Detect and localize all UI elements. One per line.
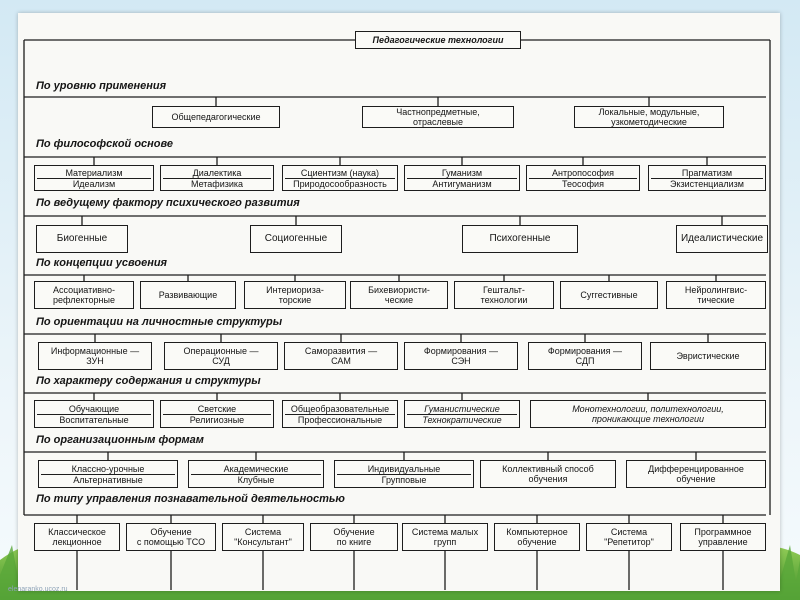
node-3-2-text-0: Интериориза- (266, 285, 324, 295)
node-6-2-text-0: Индивидуальные (367, 463, 441, 474)
node-2-3 (676, 225, 768, 253)
node-1-2-text-0: Сциентизм (наука) (300, 167, 380, 178)
node-3-2-text-1: торские (278, 295, 312, 305)
node-1-0-text-0: Материализм (65, 167, 123, 178)
section-title-6: По характеру содержания и структуры (36, 375, 261, 387)
node-5-4-text-0: Монотехнологии, политехнологии, (572, 404, 724, 414)
node-4-1-text-0: Операционные — (183, 346, 259, 356)
watermark: elenaranko.ucoz.ru (8, 586, 68, 593)
node-2-0 (36, 225, 128, 253)
node-6-4-text-0: Дифференцированное (648, 464, 744, 474)
node-1-5-text-1: Экзистенциализм (651, 178, 763, 189)
node-5-0-text-1: Воспитательные (37, 414, 151, 425)
node-7-4-text-1: групп (433, 537, 457, 547)
node-3-3-text-1: ческие (384, 295, 414, 305)
node-3-4-text-0: Гештальт- (483, 285, 525, 295)
section-title-4: По концепции усвоения (36, 257, 168, 269)
node-1-3-text-1: Антигуманизм (407, 178, 517, 189)
node-3-3 (350, 281, 448, 309)
node-7-7-text-1: управление (698, 537, 748, 547)
node-3-0 (34, 281, 134, 309)
node-1-3-text-0: Гуманизм (441, 167, 483, 178)
node-0-2-text-1: узкометодические (611, 117, 687, 127)
node-7-6-text-1: "Репетитор" (604, 537, 654, 547)
node-3-0-text-0: Ассоциативно- (52, 285, 115, 295)
node-4-0-text-1: ЗУН (86, 356, 104, 366)
node-7-3-text-0: Обучение (333, 527, 375, 537)
node-0-1-text-1: отраслевые (413, 117, 463, 127)
node-3-5-text-0: Суггестивные (580, 290, 638, 300)
node-2-0-text-0: Биогенные (56, 233, 108, 244)
node-7-0-text-1: лекционное (52, 537, 102, 547)
node-4-2-text-0: Саморазвития — (304, 346, 378, 356)
node-6-1 (188, 460, 324, 488)
node-1-5-text-0: Прагматизм (681, 167, 733, 178)
node-7-6-text-0: Система (610, 527, 648, 537)
node-4-5 (650, 342, 766, 370)
section-title-8: По типу управления познавательной деятельностью (36, 493, 345, 505)
node-1-3 (404, 165, 520, 191)
node-4-0-text-0: Информационные — (50, 346, 140, 356)
node-5-1-text-1: Религиозные (163, 414, 271, 425)
section-title-3: По ведущему фактору психического развития (36, 197, 300, 209)
node-5-4 (530, 400, 766, 428)
node-6-0 (38, 460, 178, 488)
node-4-4-text-1: СДП (575, 356, 595, 366)
node-7-4 (402, 523, 488, 551)
node-7-0 (34, 523, 120, 551)
node-4-4-text-0: Формирования — (547, 346, 623, 356)
node-4-3-text-1: СЭН (451, 356, 471, 366)
node-2-2-text-0: Психогенные (489, 233, 551, 244)
node-7-7 (680, 523, 766, 551)
node-6-3-text-1: обучения (528, 474, 568, 484)
node-5-0-text-0: Обучающие (68, 403, 120, 414)
section-title-2: По философской основе (36, 138, 174, 150)
node-5-0 (34, 400, 154, 428)
node-3-1 (140, 281, 236, 309)
node-7-1 (126, 523, 216, 551)
node-4-5-text-0: Эвристические (676, 351, 740, 361)
node-4-2 (284, 342, 398, 370)
node-2-2 (462, 225, 578, 253)
node-5-1 (160, 400, 274, 428)
node-0-0 (152, 106, 280, 128)
node-6-2 (334, 460, 474, 488)
root-node: Педагогические технологии (355, 31, 521, 49)
node-7-5 (494, 523, 580, 551)
node-1-1-text-0: Диалектика (192, 167, 242, 178)
node-1-5 (648, 165, 766, 191)
node-2-1 (250, 225, 342, 253)
node-2-1-text-0: Социогенные (264, 233, 328, 244)
node-3-1-text-0: Развивающие (158, 290, 218, 300)
node-4-2-text-1: САМ (331, 356, 351, 366)
node-1-4-text-1: Теософия (529, 178, 637, 189)
node-6-4-text-1: обучение (676, 474, 716, 484)
node-7-5-text-0: Компьютерное (506, 527, 568, 537)
node-7-1-text-0: Обучение (150, 527, 192, 537)
node-6-3 (480, 460, 616, 488)
node-0-2-text-0: Локальные, модульные, (598, 107, 700, 117)
node-7-2-text-0: Система (244, 527, 282, 537)
node-1-2-text-1: Природосообразность (285, 178, 395, 189)
node-7-3-text-1: по книге (336, 537, 372, 547)
node-5-3-text-1: Технократические (407, 414, 517, 425)
node-1-0-text-1: Идеализм (37, 178, 151, 189)
node-0-0-text-0: Общепедагогические (171, 112, 261, 122)
node-0-1-text-0: Частнопредметные, (396, 107, 480, 117)
node-5-3 (404, 400, 520, 428)
node-6-1-text-1: Клубные (191, 474, 321, 485)
node-3-3-text-0: Бихевиористи- (368, 285, 430, 295)
node-1-1 (160, 165, 274, 191)
node-7-5-text-1: обучение (517, 537, 557, 547)
node-1-1-text-1: Метафизика (163, 178, 271, 189)
node-6-2-text-1: Групповые (337, 474, 471, 485)
node-1-2 (282, 165, 398, 191)
node-6-1-text-0: Академические (223, 463, 289, 474)
node-3-4 (454, 281, 554, 309)
node-5-2-text-0: Общеобразовательные (290, 403, 390, 414)
node-1-4-text-0: Антропософия (552, 167, 614, 178)
node-6-4 (626, 460, 766, 488)
node-5-1-text-0: Светские (197, 403, 237, 414)
section-title-1: По уровню применения (36, 80, 167, 92)
node-4-1-text-1: СУД (212, 356, 230, 366)
section-title-7: По организационным формам (36, 434, 204, 446)
node-7-2-text-1: "Консультант" (234, 537, 292, 547)
node-1-4 (526, 165, 640, 191)
node-3-6-text-0: Нейролингвис- (684, 285, 748, 295)
node-5-4-text-1: проникающие технологии (591, 414, 704, 424)
node-3-4-text-1: технологии (480, 295, 528, 305)
node-7-7-text-0: Программное (694, 527, 752, 537)
node-7-2 (222, 523, 304, 551)
node-7-3 (310, 523, 398, 551)
node-5-2-text-1: Профессиональные (285, 414, 395, 425)
node-6-0-text-0: Классно-урочные (71, 463, 145, 474)
node-4-4 (528, 342, 642, 370)
node-7-6 (586, 523, 672, 551)
node-5-2 (282, 400, 398, 428)
node-0-2 (574, 106, 724, 128)
node-3-6 (666, 281, 766, 309)
node-3-2 (244, 281, 346, 309)
node-4-0 (38, 342, 152, 370)
node-0-1 (362, 106, 514, 128)
node-4-1 (164, 342, 278, 370)
node-6-0-text-1: Альтернативные (41, 474, 175, 485)
node-4-3-text-0: Формирования — (423, 346, 499, 356)
node-5-3-text-0: Гуманистические (424, 403, 500, 414)
node-7-0-text-0: Классическое (48, 527, 106, 537)
node-2-3-text-0: Идеалистические (680, 233, 764, 244)
node-3-6-text-1: тические (697, 295, 735, 305)
node-3-0-text-1: рефлекторные (53, 295, 115, 305)
node-4-3 (404, 342, 518, 370)
node-7-4-text-0: Система малых (411, 527, 479, 537)
node-3-5 (560, 281, 658, 309)
section-title-5: По ориентации на личностные структуры (36, 316, 283, 328)
node-1-0 (34, 165, 154, 191)
node-6-3-text-0: Коллективный способ (502, 464, 594, 474)
node-7-1-text-1: с помощью ТСО (136, 537, 206, 547)
